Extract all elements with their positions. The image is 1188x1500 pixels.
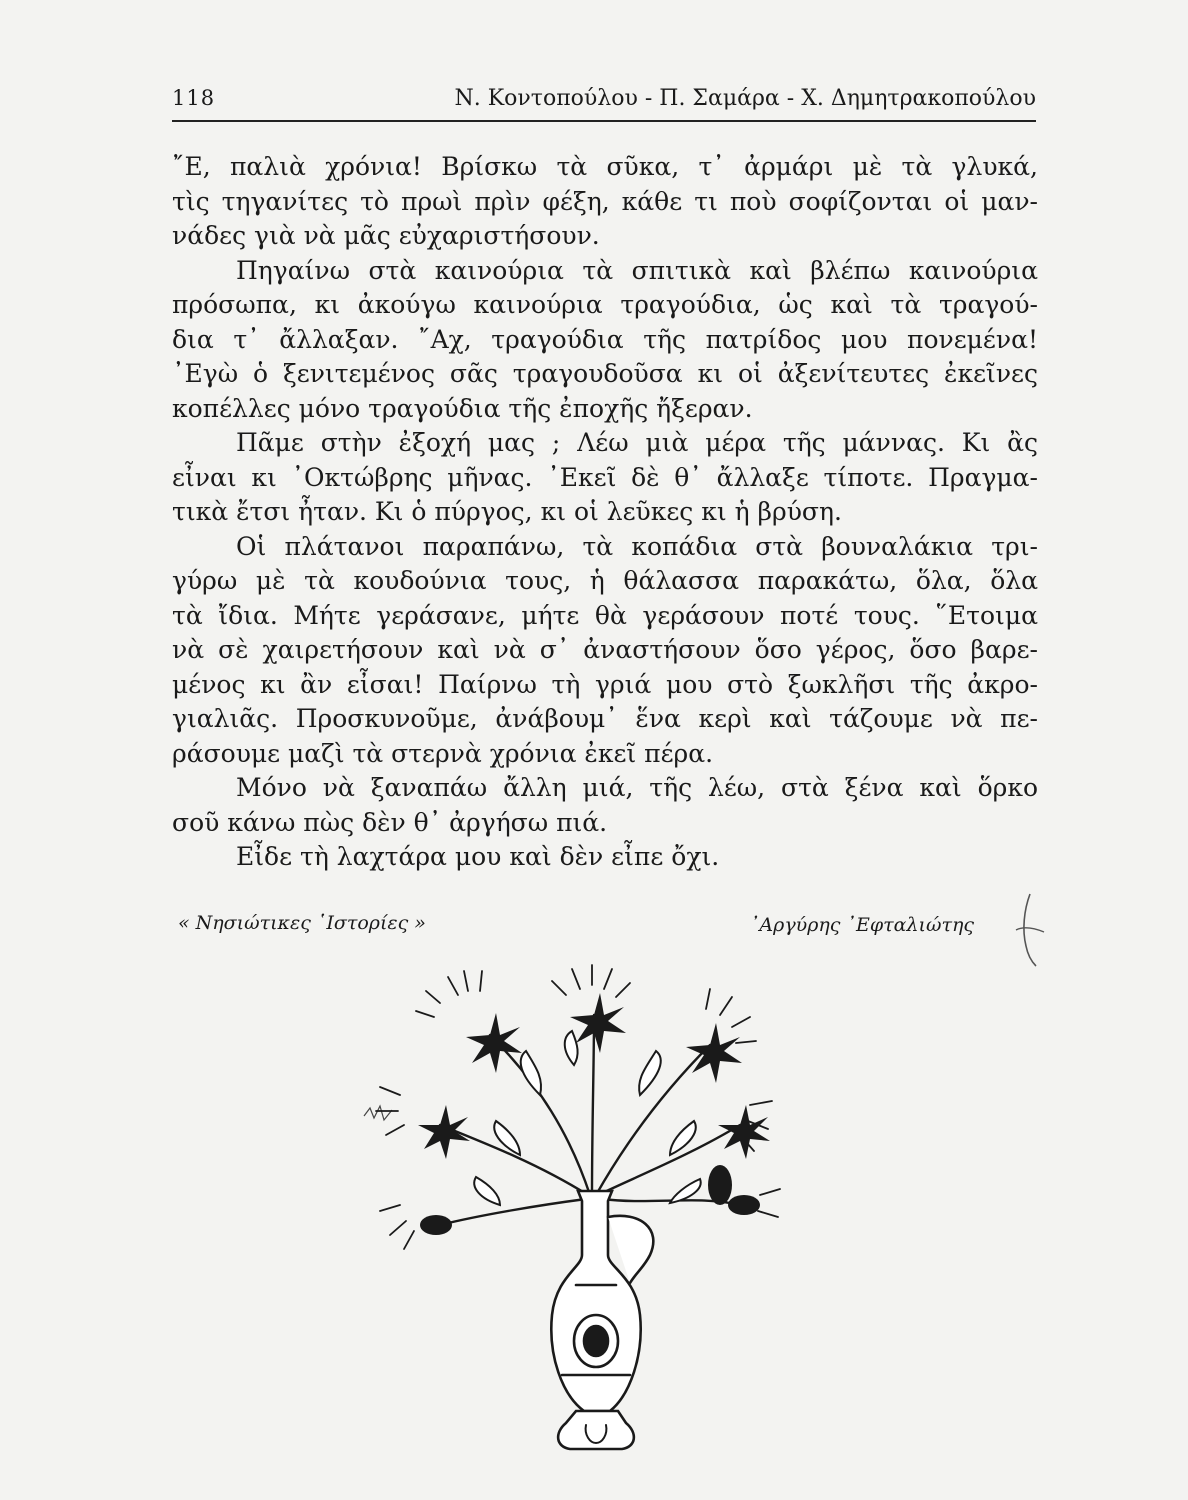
text-line: γιαλιᾶς. Προσκυνοῦμε, ἀνάβουμ᾽ ἕνα κερὶ καὶ τάζουμε νὰ πε-	[172, 704, 1038, 733]
text-line: Πηγαίνω στὰ καινούρια τὰ σπιτικὰ καὶ βλέπω καινούρια	[236, 255, 1038, 285]
text-line: Οἱ πλάτανοι παραπάνω, τὰ κοπάδια στὰ βουναλάκια τρι-	[236, 531, 1038, 561]
text-line: Πᾶμε στὴν ἐξοχή μας ; Λέω μιὰ μέρα τῆς μάννας. Κι ἂς	[236, 428, 1038, 457]
source-attribution	[172, 912, 1038, 942]
text-line: τὰ ἴδια. Μήτε γεράσανε, μήτε θὰ γεράσουν ποτέ τους. ῞Ετοιμα	[172, 600, 1038, 630]
text-line: ᾽Εγὼ ὁ ξενιτεμένος σᾶς τραγουδοῦσα κι οἱ ἀξενίτευτες ἐκεῖνες	[172, 359, 1038, 388]
page-number: 118	[172, 86, 216, 110]
text-line: πρόσωπα, κι ἀκούγω καινούρια τραγούδια, ὡς καὶ τὰ τραγού-	[172, 290, 1038, 319]
text-line: κοπέλλες μόνο τραγούδια τῆς ἐποχῆς ἤξεραν.	[172, 393, 753, 423]
text-line: μένος κι ἂν εἶσαι! Παίρνω τὴ γριά μου στὸ ξωκλῆσι τῆς ἀκρο-	[172, 669, 1038, 699]
text-line: δια τ᾽ ἄλλαξαν. ῎Αχ, τραγούδια τῆς πατρίδος μου πονεμένα!	[172, 324, 1038, 354]
page-header	[172, 86, 1036, 122]
text-line: εἶναι κι ᾽Οκτώβρης μῆνας. ᾽Εκεῖ δὲ θ᾽ ἄλλαξε τίποτε. Πραγμα-	[172, 462, 1038, 492]
body-text	[172, 150, 1038, 875]
source-title: « Νησιώτικες ῾Ιστορίες »	[178, 912, 426, 934]
text-line: νάδες γιὰ νὰ μᾶς εὐχαριστήσουν.	[172, 221, 600, 250]
running-head: Ν. Κοντοπούλου - Π. Σαμάρα - Χ. Δημητρακοπούλου	[454, 86, 1036, 111]
text-line: γύρω μὲ τὰ κουδούνια τους, ἡ θάλασσα παρακάτω, ὅλα, ὅλα	[172, 566, 1038, 595]
text-line: Μόνο νὰ ξαναπάω ἄλλη μιά, τῆς λέω, στὰ ξένα καὶ ὅρκο	[236, 773, 1038, 802]
text-line: σοῦ κάνω πὼς δὲν θ᾽ ἀργήσω πιά.	[172, 807, 608, 837]
text-line: ῎Ε, παλιὰ χρόνια! Βρίσκω τὰ σῦκα, τ᾽ ἀρμάρι μὲ τὰ γλυκά,	[172, 152, 1038, 181]
text-line: τὶς τηγανίτες τὸ πρωὶ πρὶν φέξη, κάθε τι ποὺ σοφίζονται οἱ μαν-	[172, 186, 1038, 216]
text-line: ράσουμε μαζὶ τὰ στερνὰ χρόνια ἐκεῖ πέρα.	[172, 738, 714, 768]
pencil-mark-icon	[1010, 890, 1050, 970]
text-line: τικὰ ἔτσι ἦταν. Κι ὁ πύργος, κι οἱ λεῦκες κι ἡ βρύση.	[172, 497, 842, 526]
flower-vase-ornament-icon	[340, 955, 820, 1455]
text-line: νὰ σὲ χαιρετήσουν καὶ νὰ σ᾽ ἀναστήσουν ὅσο γέρος, ὅσο βαρε-	[172, 635, 1038, 664]
source-author: ᾽Αργύρης ᾽Εφταλιώτης	[749, 914, 974, 936]
text-line: Εἶδε τὴ λαχτάρα μου καὶ δὲν εἶπε ὄχι.	[236, 842, 720, 871]
